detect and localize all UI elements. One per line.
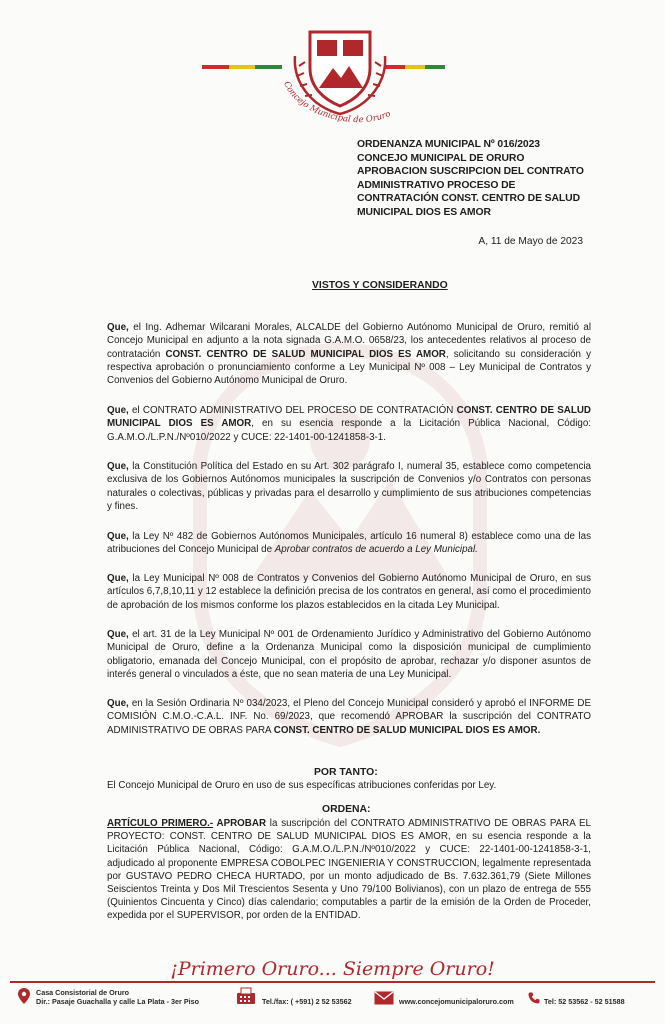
por-tanto-title: POR TANTO: <box>314 767 378 778</box>
footer-divider <box>10 981 655 983</box>
header-line: CONTRATACIÓN CONST. CENTRO DE SALUD <box>357 193 580 204</box>
por-tanto-text: El Concejo Municipal de Oruro en uso de sus específicas atribuciones conferidas por Ley. <box>107 780 497 791</box>
svg-text:Concejo Municipal de Oruro: Concejo Municipal de Oruro <box>281 80 393 126</box>
paragraph-5: Que, la Ley Municipal Nº 008 de Contratos y Convenios del Gobierno Autónomo Municipal de Oruro, en sus artículos 6,7,8,10,11 y 12 establece la definición precisa de los contratos en general, así como el procedimiento de aprobación de los mismos conforme los plazos establecidos en la citada Ley Municipal. <box>107 573 591 611</box>
header-line: ORDENANZA MUNICIPAL Nº 016/2023 <box>357 139 540 150</box>
location-pin-icon <box>18 988 30 1004</box>
phone-icon <box>528 992 540 1004</box>
email-icon <box>374 991 394 1005</box>
slogan: ¡Primero Oruro... Siempre Oruro! <box>170 958 495 980</box>
paragraph-7: Que, en la Sesión Ordinaria Nº 034/2023, el Pleno del Concejo Municipal consideró y aprobó el INFORME DE COMISIÓN C.M.O.-C.A.L. INF. No. 69/2023, que recomendó APROBAR la suscripción del CONTRATO ADMINISTRATIVO DE OBRAS PARA CONST. CENTRO DE SALUD MUNICIPAL DIOS ES AMOR. <box>107 698 591 736</box>
address-line-2: Dir.: Pasaje Guachalla y calle La Plata - 3er Piso <box>36 996 199 1006</box>
footer-address <box>36 989 199 1006</box>
header-line: ADMINISTRATIVO PROCESO DE <box>357 179 516 191</box>
logo-caption <box>276 75 396 135</box>
article-first: ARTÍCULO PRIMERO.- APROBAR la suscripción del CONTRATO ADMINISTRATIVO DE OBRAS PARA EL PROYECTO: CONST. CENTRO DE SALUD MUNICIPAL DIOS ES AMOR, en su esencia responde a la Licitación Pública Nacional, Código: G.A.M.O./L.P.N./Nº010/2022 y CUCE: 22-1401-00-1241858-3-1, adjudicado al proponente EMPRESA COBOLPEC INGENIERIA Y CONSTRUCCION, legalmente representada por GUSTAVO PEDRO CHECA HURTADO, por un monto adjudicado de Bs. 7.632.361,79 (Siete Millones Seiscientos Treinta y Dos Mil Trescientos Sesenta y Uno 79/100 Bolivianos), con un plazo de entrega de 555 (Quinientos Cincuenta y Cinco) días calendario; computables a partir de la emisión de la Orden de Proceder, expedida por el SUPERVISOR, por orden de la ENTIDAD. <box>107 818 592 922</box>
article-label: ARTÍCULO PRIMERO.- <box>107 818 214 829</box>
footer-website: www.concejomunicipaloruro.com <box>399 997 514 1006</box>
paragraph-4: Que, la Ley Nº 482 de Gobiernos Autónomos Municipales, artículo 16 numeral 8) establece como una de las atribuciones del Concejo Municipal de Aprobar contratos de acuerdo a Ley Municipal. <box>107 531 591 556</box>
header-line: MUNICIPAL DIOS ES AMOR <box>357 206 491 218</box>
footer-phone: Tel: 52 53562 - 52 51588 <box>544 997 625 1006</box>
header-line: APROBACION SUSCRIPCION DEL CONTRATO <box>357 166 584 177</box>
vistos-title: VISTOS Y CONSIDERANDO <box>312 280 448 291</box>
header-line: CONCEJO MUNICIPAL DE ORURO <box>357 152 525 164</box>
address-line-1: Casa Consistorial de Oruro <box>36 988 130 997</box>
ordinance-header <box>357 138 607 219</box>
paragraph-3: Que, la Constitución Política del Estado en su Art. 302 parágrafo I, numeral 35, establece como competencia exclusiva de los Gobiernos Autónomos municipales la suscripción de Convenios y/o Contratos con personas naturales o colectivas, públicas y privadas para el desarrollo y cumplimiento de sus atribuciones competencias y fines. <box>107 461 591 512</box>
flag-stripe-left <box>202 65 282 69</box>
footer-phone-fax: Tel./fax: ( +591) 2 52 53562 <box>262 997 352 1006</box>
paragraph-6: Que, el art. 31 de la Ley Municipal Nº 001 de Ordenamiento Jurídico y Administrativo del Gobierno Autónomo Municipal de Oruro, define a la Ordenanza Municipal como la disposición municipal de cumplimiento obligatorio, emanada del Concejo Municipal, con el propósito de aprobar, rechazar y/o disponer asuntos de interés general o vinculados a éste, que no sean materia de una Ley Municipal. <box>107 629 591 680</box>
document-date: A, 11 de Mayo de 2023 <box>478 236 583 247</box>
paragraph-2: Que, el CONTRATO ADMINISTRATIVO DEL PROCESO DE CONTRATACIÓN CONST. CENTRO DE SALUD MUNICIPAL DIOS ES AMOR, en su esencia responde a la Licitación Pública Nacional, Código: G.A.M.O./L.P.N./Nº010/2022 y CUCE: 22-1401-00-1241858-3-1. <box>107 405 591 443</box>
ordena-title: ORDENA: <box>322 804 371 815</box>
fax-icon <box>236 987 256 1005</box>
paragraph-1: Que, el Ing. Adhemar Wilcarani Morales, ALCALDE del Gobierno Autónomo Municipal de Oruro, remitió al Concejo Municipal en adjunto a la nota signada G.A.M.O. 0658/23, los antecedentes relativos al proceso de contratación CONST. CENTRO DE SALUD MUNICIPAL DIOS ES AMOR, solicitando su consideración y respectiva aprobación o pronunciamiento conforme a Ley Municipal Nº 008 – Ley Municipal de Contratos y Convenios del Gobierno Autónomo Municipal de Oruro. <box>107 322 591 387</box>
